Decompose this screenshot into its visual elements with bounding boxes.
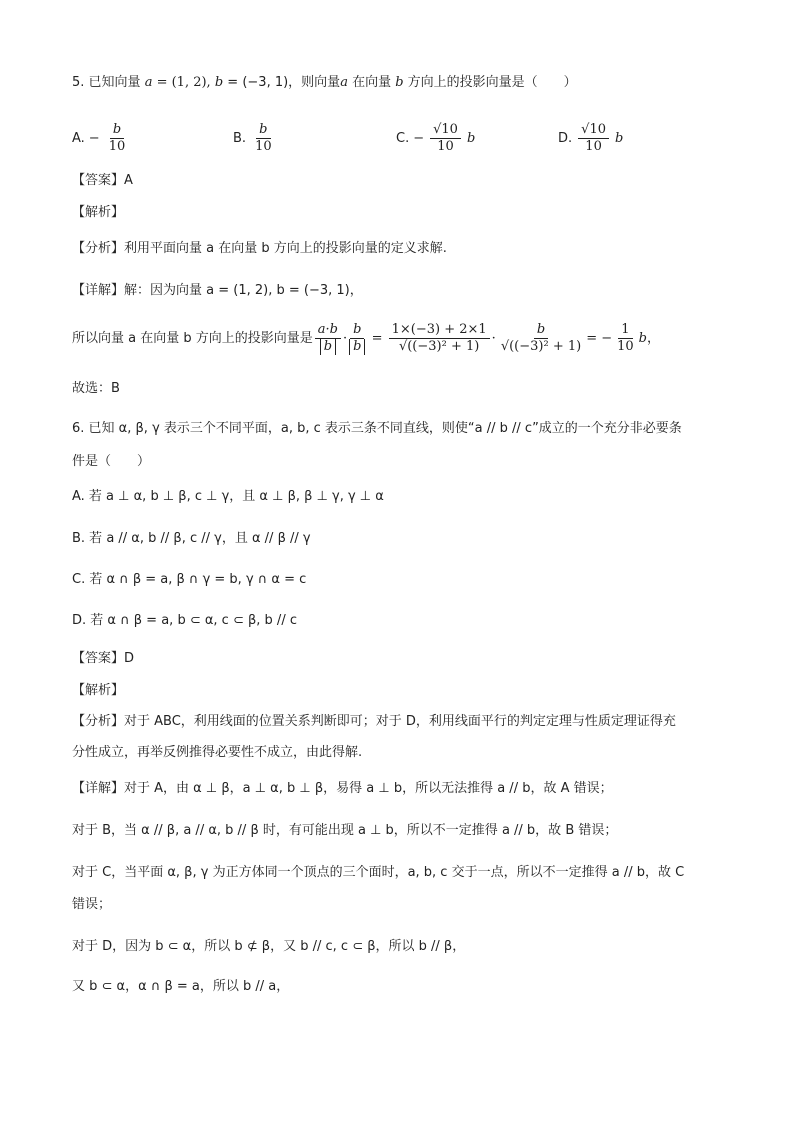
q5-option-b: B. $\frac{b}{10}$ (233, 122, 272, 154)
q6-detail-3: 对于 C，当平面 α, β, γ 为正方体同一个顶点的三个面时，a, b, c 交于一点，所以不一定推得 a // b，故 C (72, 865, 685, 880)
q5-choose: 故选：B (72, 381, 120, 396)
q6-option-c: C. 若 α ∩ β = a, β ∩ γ = b, γ ∩ α = c (72, 572, 307, 587)
q5-analysis-heading: 【解析】 (72, 205, 125, 220)
q6-fenxi-2: 分性成立，再举反例推得必要性不成立，由此得解. (72, 745, 363, 760)
q6-stem-2: 件是（ ） (72, 454, 151, 469)
q6-option-b: B. 若 a // α, b // β, c // γ，且 α // β // γ (72, 531, 311, 546)
q5-option-a: A. − $\frac{b}{10}$ (72, 122, 126, 154)
q5-detail-2: 所以向量 a 在向量 b 方向上的投影向量是 $\frac{a\cdot b}{b}$ · $\frac{b}{b}$ = $\frac{1\times(-3) + 2\times 1}{\text{√((−3)² + 1)}}$ · $\frac{b}{\text{√((−3)² + 1)}}$ = − $\frac{1}{10}$ b ， (72, 322, 660, 354)
q6-detail-5: 对于 D，因为 b ⊂ α，所以 b ⊄ β，又 b // c, c ⊂ β，所以 b // β， (72, 939, 466, 954)
q6-analysis-heading: 【解析】 (72, 683, 125, 698)
q5-option-c: C. − $\frac{√10}{10}$ b (396, 122, 476, 154)
vector-a: a (144, 75, 153, 90)
q5-option-d: D. $\frac{√10}{10}$ b (558, 122, 624, 154)
q5-detail-1: 【详解】解：因为向量 a = (1, 2), b = (−3, 1)， (72, 283, 363, 298)
q6-detail-6: 又 b ⊂ α，α ∩ β = a，所以 b // a， (72, 979, 290, 994)
q6-answer: 【答案】D (72, 651, 135, 666)
q6-option-d: D. 若 α ∩ β = a, b ⊂ α, c ⊂ β, b // c (72, 613, 297, 628)
vector-b: b (214, 75, 224, 90)
q6-detail-1: 【详解】对于 A，由 α ⊥ β，a ⊥ α, b ⊥ β，易得 a ⊥ b，所以无法推得 a // b，故 A 错误； (72, 781, 613, 796)
q6-option-a: A. 若 a ⊥ α, b ⊥ β, c ⊥ γ，且 α ⊥ β, β ⊥ γ, γ ⊥ α (72, 489, 384, 504)
q6-fenxi-1: 【分析】对于 ABC，利用线面的位置关系判断即可；对于 D，利用线面平行的判定定理与性质定理证得充 (72, 714, 676, 729)
q5-fenxi: 【分析】利用平面向量 a 在向量 b 方向上的投影向量的定义求解. (72, 241, 447, 256)
q5-answer: 【答案】A (72, 173, 133, 188)
q6-detail-2: 对于 B，当 α // β, a // α, b // β 时，有可能出现 a ⊥ b，所以不一定推得 a // b，故 B 错误； (72, 823, 618, 838)
q6-stem-1: 6. 已知 α, β, γ 表示三个不同平面，a, b, c 表示三条不同直线，则使“a // b // c”成立的一个充分非必要条 (72, 421, 682, 436)
q6-detail-4: 错误； (72, 897, 112, 912)
q5-stem: 5. 已知向量 a = (1, 2), b = (−3, 1)，则向量a 在向量 b 方向上的投影向量是（ ） (72, 75, 577, 90)
